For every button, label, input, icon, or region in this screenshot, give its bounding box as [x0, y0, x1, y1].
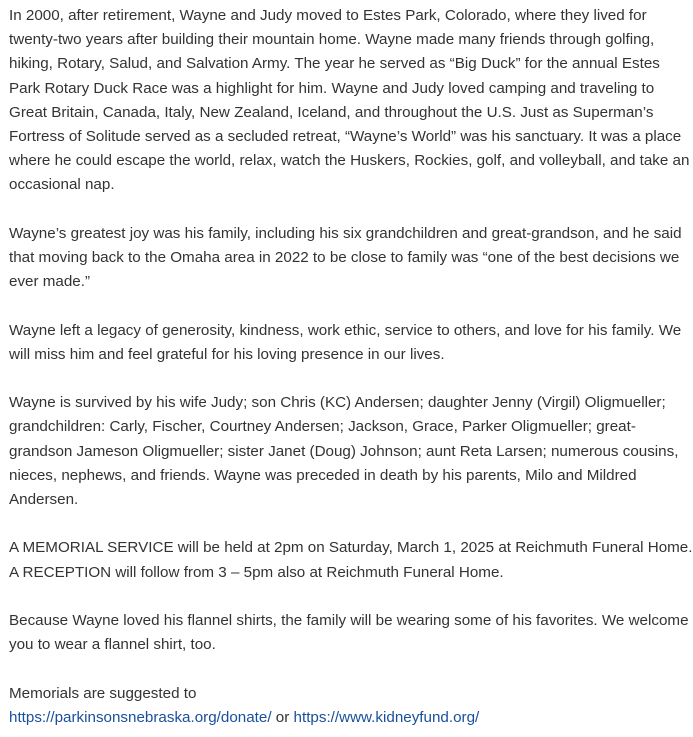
memorials-intro: Memorials are suggested to: [9, 684, 197, 702]
paragraph-memorial-service: A MEMORIAL SERVICE will be held at 2pm on Saturday, March 1, 2025 at Reichmuth Funeral Home. A RECEPTION will follow from 3 – 5pm also at Reichmuth Funeral Home.: [9, 539, 693, 581]
paragraph-family-joy: Wayne’s greatest joy was his family, including his six grandchildren and great-grandson, and he said that moving back to the Omaha area in 2022 to be close to family was “one of the best decisions we ever made.”: [9, 224, 682, 291]
obituary-body: [9, 4, 693, 730]
kidneyfund-link[interactable]: https://www.kidneyfund.org/: [293, 708, 480, 726]
paragraph-retirement: In 2000, after retirement, Wayne and Judy moved to Estes Park, Colorado, where they lived for twenty-two years after building their mountain home. Wayne made many friends through golfing, hiking, Rotary, Salud, and Salvation Army. The year he served as “Big Duck” for the annual Estes Park Rotary Duck Race was a highlight for him. Wayne and Judy loved camping and traveling to Great Britain, Canada, Italy, New Zealand, Iceland, and throughout the U.S. Just as Superman’s Fortress of Solitude served as a secluded retreat, “Wayne’s World” was his sanctuary. It was a place where he could escape the world, relax, watch the Huskers, Rockies, golf, and volleyball, and take an occasional nap.: [9, 7, 690, 194]
parkinsons-donate-link[interactable]: https://parkinsonsnebraska.org/donate/: [9, 708, 272, 726]
memorials-separator: or: [271, 708, 294, 726]
paragraph-survivors: Wayne is survived by his wife Judy; son Chris (KC) Andersen; daughter Jenny (Virgil) Oligmueller; grandchildren: Carly, Fischer, Courtney Andersen; Jackson, Grace, Parker Oligmueller; great-grandson Jameson Oligmueller; sister Janet (Doug) Johnson; aunt Reta Larsen; numerous cousins, nieces, nephews, and friends. Wayne was preceded in death by his parents, Milo and Mildred Andersen.: [9, 394, 679, 509]
memorials-paragraph: [9, 682, 693, 730]
paragraph-flannel-shirts: Because Wayne loved his flannel shirts, the family will be wearing some of his favorites. We welcome you to wear a flannel shirt, too.: [9, 612, 689, 654]
paragraph-legacy: Wayne left a legacy of generosity, kindness, work ethic, service to others, and love for his family. We will miss him and feel grateful for his loving presence in our lives.: [9, 321, 682, 363]
